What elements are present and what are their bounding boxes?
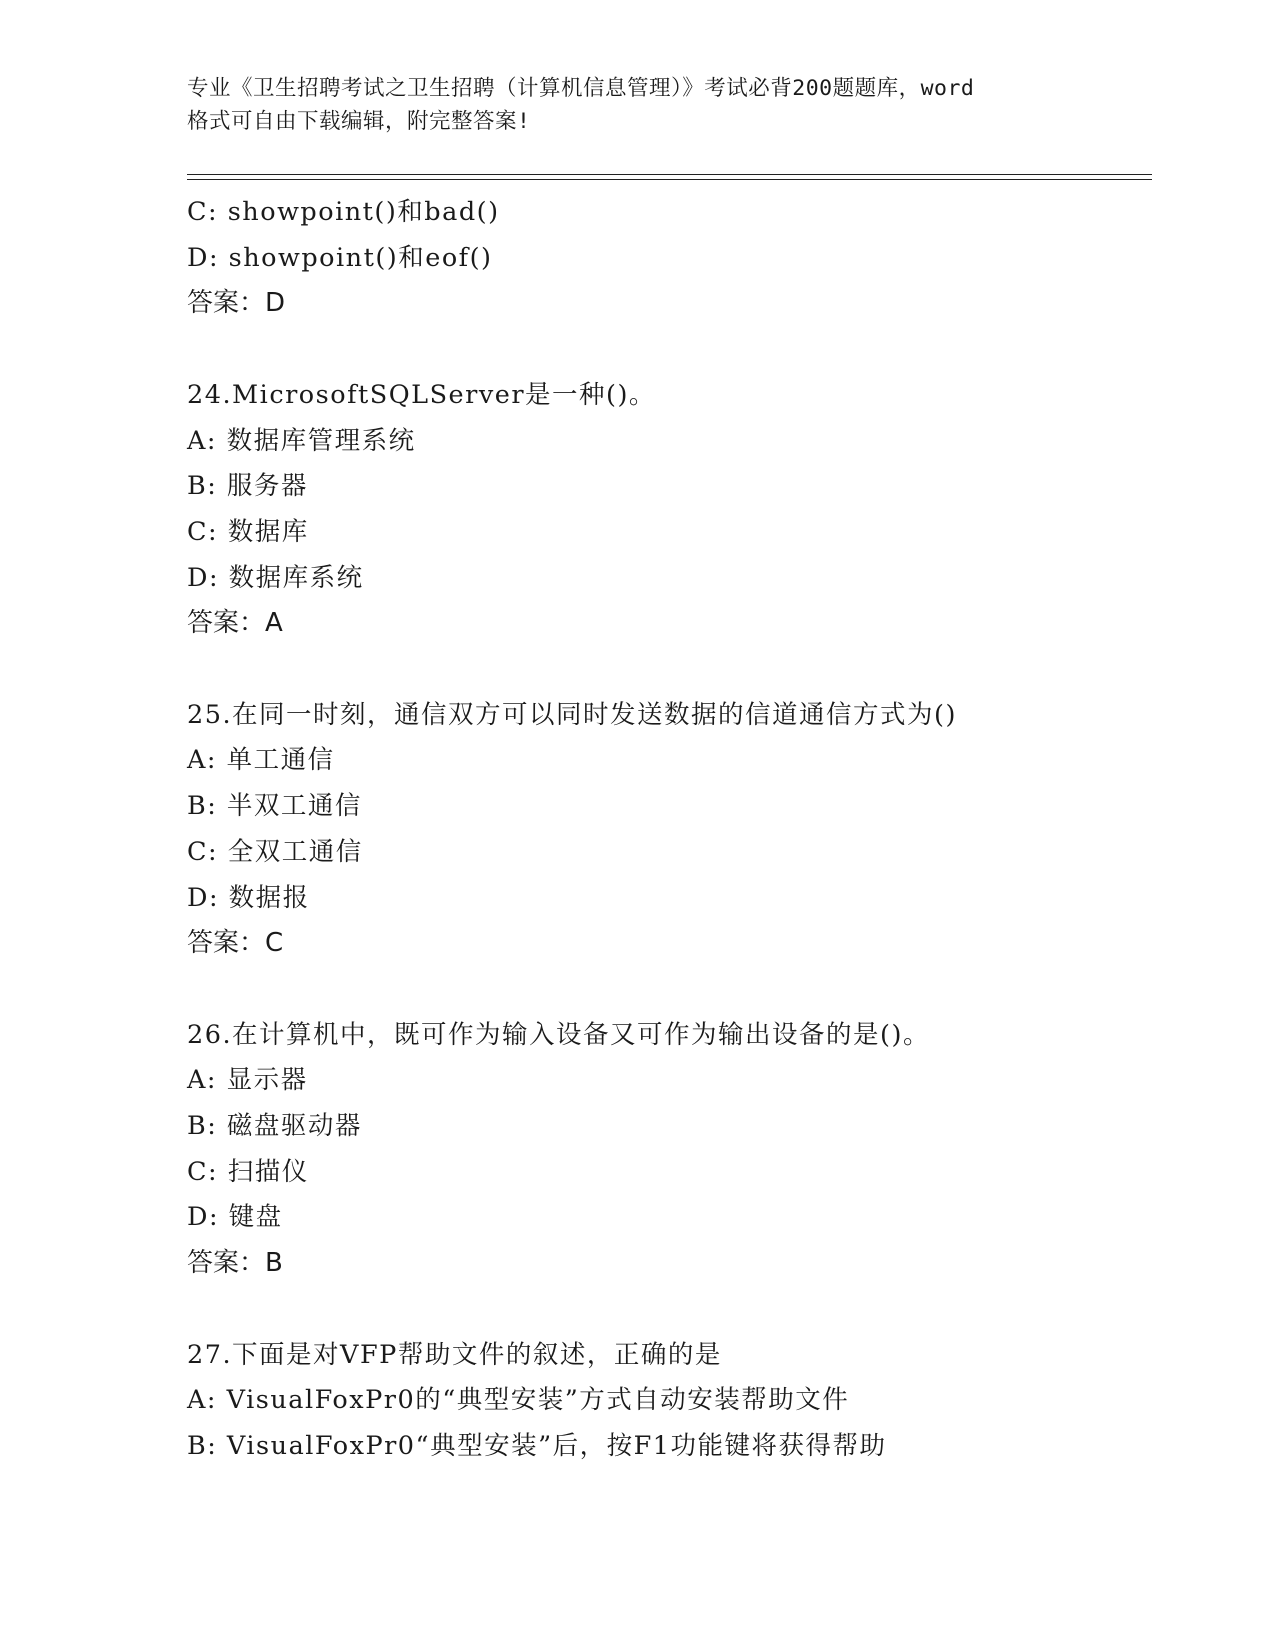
- option-c: C: 全双工通信: [187, 836, 363, 867]
- option-c: C: 扫描仪: [187, 1156, 309, 1187]
- header-title-line-2: 格式可自由下载编辑，附完整答案!: [187, 109, 531, 134]
- document-header: [187, 72, 1152, 138]
- question-23-continued: [187, 190, 1152, 327]
- option-c: C: showpoint()和bad(): [187, 197, 500, 227]
- option-a: A: 显示器: [187, 1065, 308, 1096]
- question-26: [187, 1013, 1152, 1287]
- question-25: [187, 693, 1152, 967]
- question-27: [187, 1333, 1152, 1470]
- question-stem: 25.在同一时刻，通信双方可以同时发送数据的信道通信方式为(): [187, 699, 957, 730]
- option-d: D: 键盘: [187, 1202, 283, 1233]
- option-d: D: showpoint()和eof(): [187, 242, 493, 273]
- spacer: [187, 1287, 1152, 1333]
- option-c: C: 数据库: [187, 516, 309, 547]
- option-d: D: 数据报: [187, 882, 310, 913]
- option-b: B: 磁盘驱动器: [187, 1111, 362, 1142]
- answer: 答案：A: [187, 608, 283, 639]
- question-list: [187, 190, 1152, 1470]
- question-24: [187, 373, 1152, 647]
- answer: 答案：D: [187, 288, 286, 319]
- question-stem: 26.在计算机中，既可作为输入设备又可作为输出设备的是()。: [187, 1019, 930, 1050]
- spacer: [187, 647, 1152, 693]
- option-b: B: 半双工通信: [187, 791, 362, 822]
- answer: 答案：C: [187, 928, 284, 959]
- option-d: D: 数据库系统: [187, 562, 364, 593]
- option-a: A: 单工通信: [187, 745, 335, 776]
- option-a: A: 数据库管理系统: [187, 425, 416, 456]
- option-b: B: VisualFoxPr0“典型安装”后，按F1功能键将获得帮助: [187, 1430, 887, 1461]
- answer: 答案：B: [187, 1248, 283, 1279]
- option-a: A: VisualFoxPr0的“典型安装”方式自动安装帮助文件: [187, 1385, 850, 1416]
- document-page: [187, 72, 1152, 1470]
- spacer: [187, 327, 1152, 373]
- header-divider: [187, 174, 1152, 180]
- question-stem: 27.下面是对VFP帮助文件的叙述，正确的是: [187, 1339, 722, 1370]
- header-title-line-1: 专业《卫生招聘考试之卫生招聘（计算机信息管理）》考试必背200题题库，word: [187, 76, 975, 101]
- spacer: [187, 967, 1152, 1013]
- option-b: B: 服务器: [187, 471, 308, 502]
- question-stem: 24.MicrosoftSQLServer是一种()。: [187, 379, 656, 410]
